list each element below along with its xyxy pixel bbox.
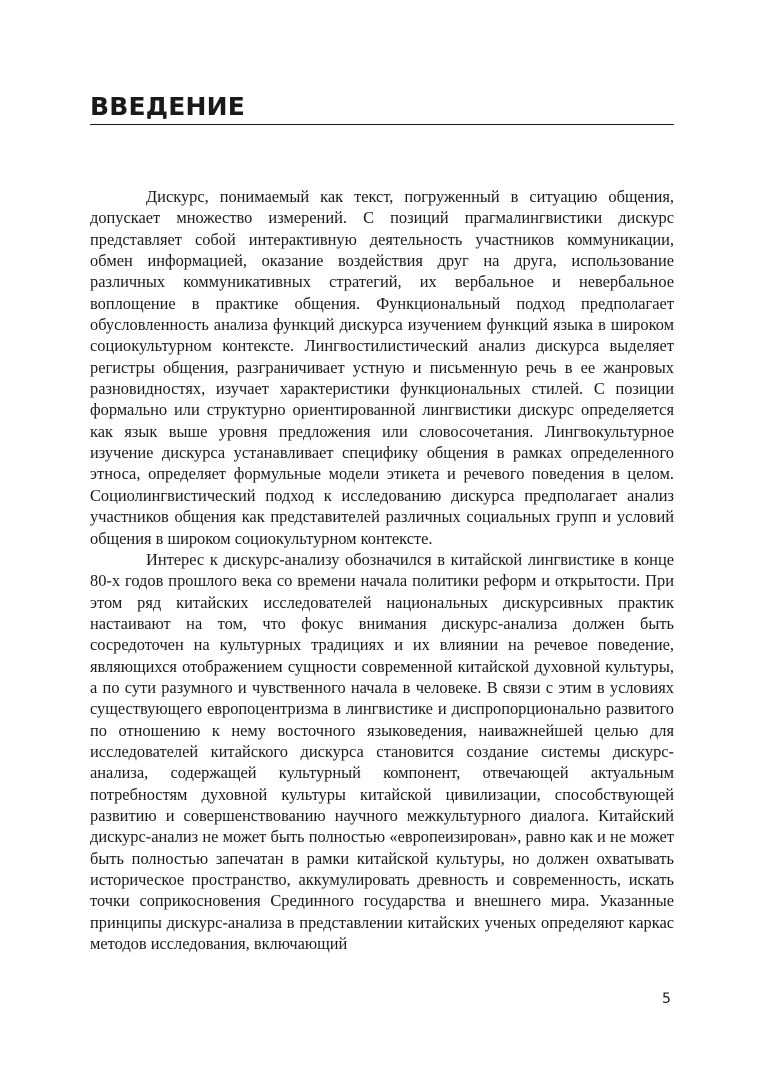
page-number: 5: [662, 991, 671, 1007]
paragraph: Интерес к дискурс-анализу обозначился в китайской лингвистике в конце 80-х годов прошлого века со времени начала политики реформ и открытости. При этом ряд китайских исследователей национальных дискурсивных практик настаивают на том, что фокус внимания дискурс-анализа должен быть сосредоточен на культурных традициях и их влиянии на речевое поведение, являющихся отображением сущности современной китайской духовной культуры, а по сути разумного и чувственного начала в человеке. В связи с этим в условиях существующего европоцентризма в лингвистике и диспропорционально развитого по отношению к нему восточного языковедения, наиважнейшей целью для исследователей китайского дискурса становится создание системы дискурс-анализа, содержащей культурный компонент, отвечающей актуальным потребностям духовной культуры китайской цивилизации, способствующей развитию и совершенствованию научного межкультурного диалога. Китайский дискурс-анализ не может быть полностью «европеизирован», равно как и не может быть полностью запечатан в рамки китайской культуры, но должен охватывать историческое пространство, аккумулировать древность и современность, искать точки соприкосновения Срединного государства и внешнего мира. Указанные принципы дискурс-анализа в представлении китайских ученых определяют каркас методов исследования, включающий: [90, 549, 674, 954]
chapter-heading: ВВЕДЕНИЕ: [90, 92, 246, 121]
body-text: [90, 186, 674, 954]
heading-rule: [90, 124, 674, 125]
paragraph: Дискурс, понимаемый как текст, погруженный в ситуацию общения, допускает множество измерений. С позиций прагмалингвистики дискурс представляет собой интерактивную деятельность участников коммуникации, обмен информацией, оказание воздействия друг на друга, использование различных коммуникативных стратегий, их вербальное и невербальное воплощение в практике общения. Функциональный подход предполагает обусловленность анализа функций дискурса изучением функций языка в широком социокультурном контексте. Лингвостилистический анализ дискурса выделяет регистры общения, разграничивает устную и письменную речь в ее жанровых разновидностях, изучает характеристики функциональных стилей. С позиции формально или структурно ориентированной лингвистики дискурс определяется как язык выше уровня предложения или словосочетания. Лингвокультурное изучение дискурса устанавливает специфику общения в рамках определенного этноса, определяет формульные модели этикета и речевого поведения в целом. Социолингвистический подход к исследованию дискурса предполагает анализ участников общения как представителей различных социальных групп и условий общения в широком социокультурном контексте.: [90, 187, 674, 548]
